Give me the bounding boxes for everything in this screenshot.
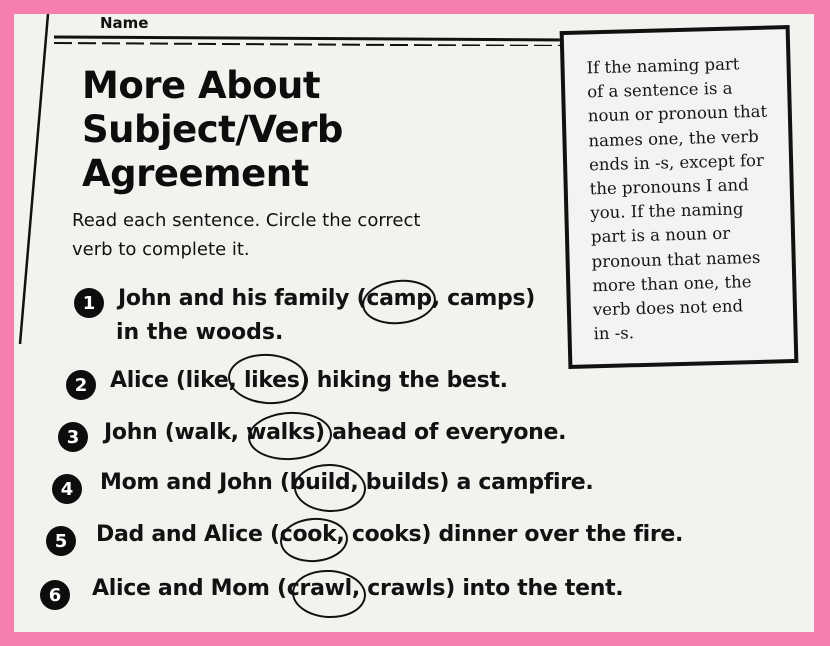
exercise-sentence-1: John and his family (camp, camps) — [118, 286, 536, 311]
exercise-sentence-5: Dad and Alice (cook, cooks) dinner over the fire. — [96, 522, 684, 547]
exercise-number-3: 3 — [58, 422, 88, 452]
name-line — [54, 32, 574, 46]
exercise-number-6: 6 — [40, 580, 70, 610]
exercise-sentence-6: Alice and Mom (crawl, crawls) into the tent. — [92, 576, 624, 601]
rule-box — [560, 25, 799, 369]
exercise-number-1: 1 — [74, 288, 104, 318]
exercise-sentence-2: Alice (like, likes) hiking the best. — [110, 368, 508, 393]
exercise-number-5: 5 — [46, 526, 76, 556]
page-title — [82, 64, 343, 196]
instructions-line-2: verb to complete it. — [72, 239, 250, 260]
instructions — [72, 206, 492, 264]
title-line-3: Agreement — [82, 152, 309, 195]
exercise-sentence-1-continuation: in the woods. — [116, 320, 284, 345]
exercise-number-4: 4 — [52, 474, 82, 504]
rule-text: If the naming part of a sentence is a noun or pronoun that names one, the verb ends in -s, except for the pronouns I and you. If the naming part is a noun or pronoun that names more than one, the verb does not end in -s. — [586, 54, 768, 344]
left-margin-line — [14, 14, 54, 354]
exercise-sentence-3: John (walk, walks) ahead of everyone. — [104, 420, 567, 445]
exercise-sentence-4: Mom and John (build, builds) a campfire. — [100, 470, 594, 495]
title-line-1: More About — [82, 64, 321, 107]
instructions-line-1: Read each sentence. Circle the correct — [72, 210, 421, 231]
exercise-number-2: 2 — [66, 370, 96, 400]
title-line-2: Subject/Verb — [82, 108, 343, 151]
worksheet-page — [14, 14, 814, 632]
name-label: Name — [100, 14, 149, 32]
